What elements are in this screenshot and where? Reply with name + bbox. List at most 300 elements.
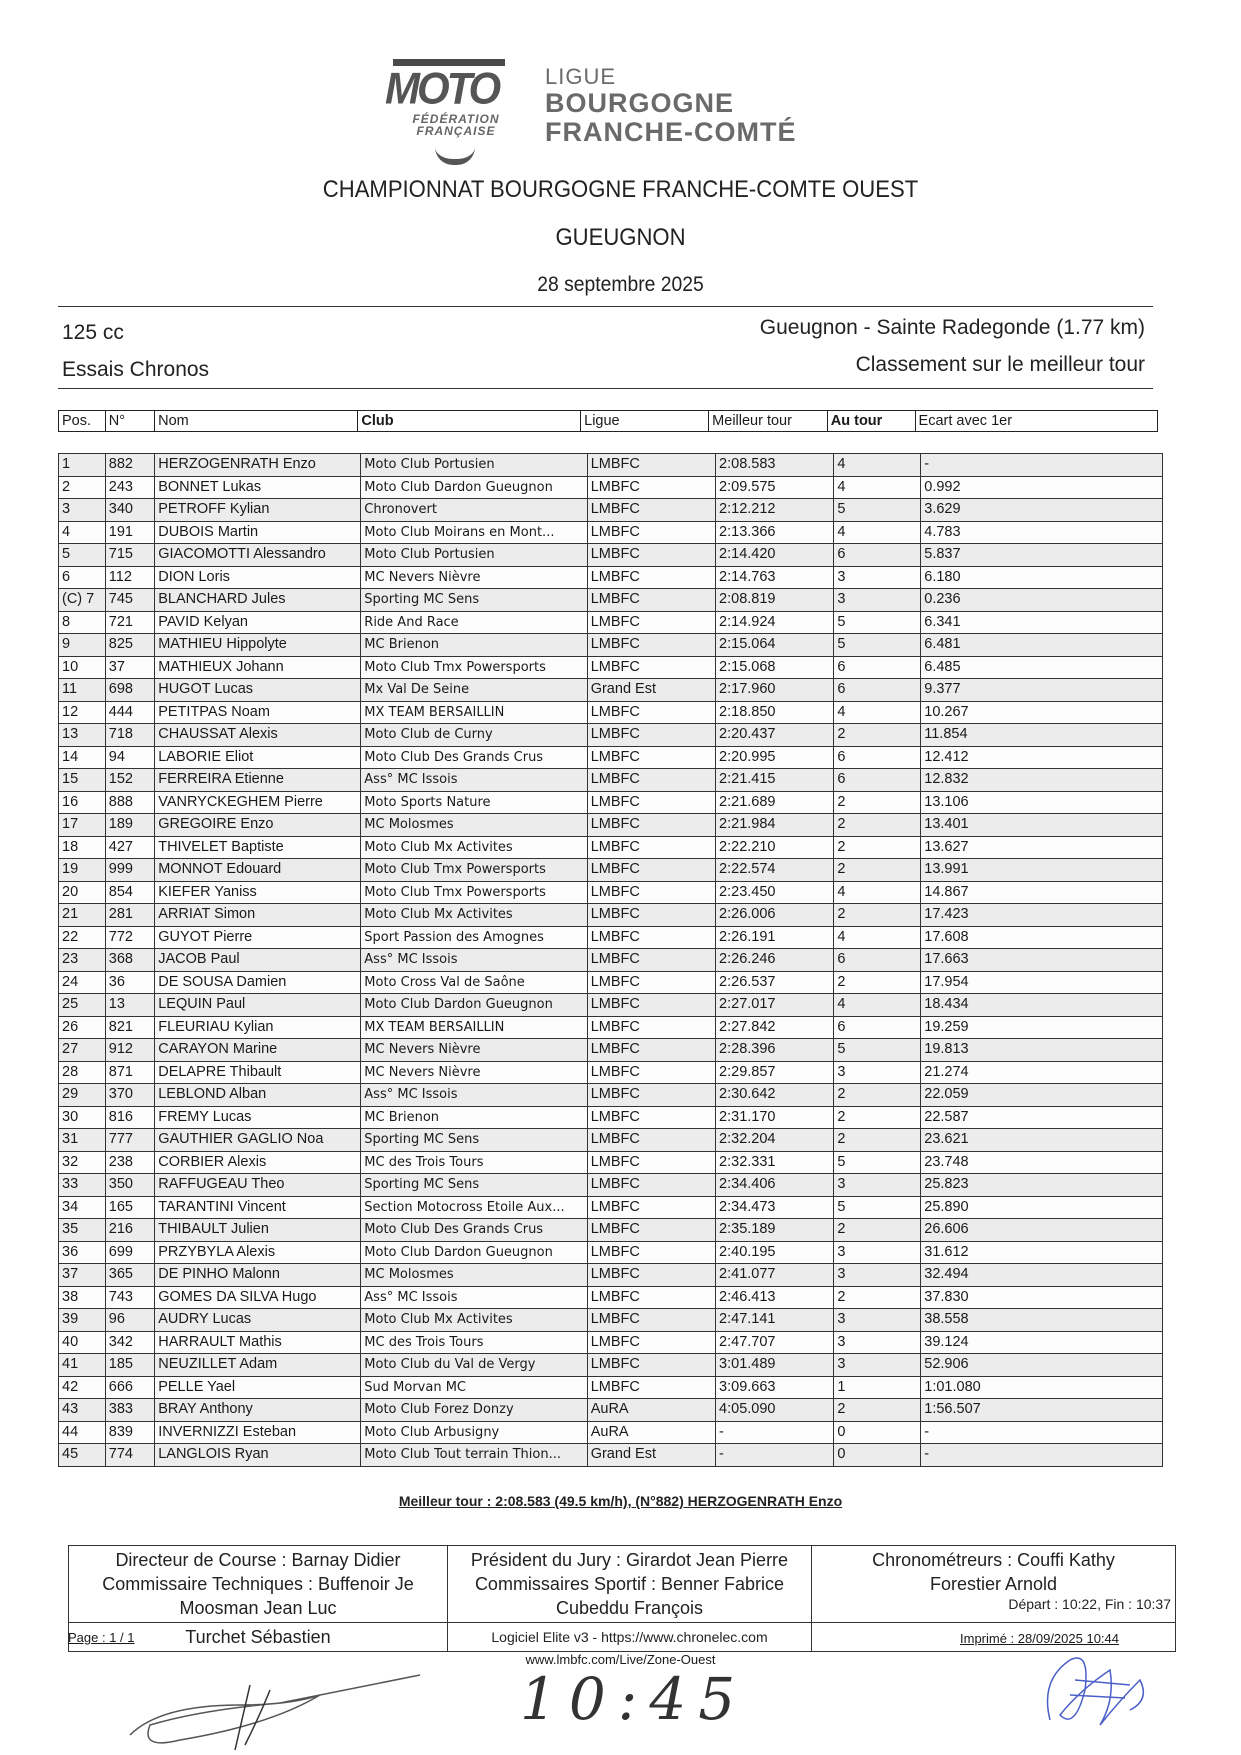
cell-club: Mx Val De Seine: [361, 679, 587, 702]
cell-name: THIBAULT Julien: [155, 1219, 361, 1242]
cell-gap: 25.823: [921, 1174, 1163, 1197]
cell-pos: 30: [59, 1106, 106, 1129]
cell-gap: 3.629: [921, 499, 1163, 522]
cell-club: Moto Club Mx Activites: [361, 836, 587, 859]
cell-name: BONNET Lukas: [155, 476, 361, 499]
cell-league: LMBFC: [587, 949, 715, 972]
cell-club: MX TEAM BERSAILLIN: [361, 1016, 587, 1039]
cell-name: PAVID Kelyan: [155, 611, 361, 634]
cell-number: 743: [105, 1286, 154, 1309]
cell-pos: 35: [59, 1219, 106, 1242]
cell-club: MX TEAM BERSAILLIN: [361, 701, 587, 724]
cell-best-lap: 2:26.006: [716, 904, 834, 927]
table-row: [59, 1331, 1163, 1354]
cell-at-lap: 2: [834, 904, 921, 927]
cell-best-lap: 3:09.663: [716, 1376, 834, 1399]
cell-name: CORBIER Alexis: [155, 1151, 361, 1174]
cell-best-lap: 2:22.574: [716, 859, 834, 882]
table-row: [59, 1196, 1163, 1219]
ligue-logo-text: LIGUE BOURGOGNE FRANCHE-COMTÉ: [545, 64, 797, 147]
cell-number: 427: [105, 836, 154, 859]
cell-league: LMBFC: [587, 1376, 715, 1399]
cell-at-lap: 4: [834, 881, 921, 904]
cell-club: Moto Club Tout terrain Thion...: [361, 1444, 587, 1467]
cell-pos: 9: [59, 634, 106, 657]
cell-name: HUGOT Lucas: [155, 679, 361, 702]
table-row: [59, 1129, 1163, 1152]
cell-club: MC Brienon: [361, 1106, 587, 1129]
cell-club: Moto Club du Val de Vergy: [361, 1354, 587, 1377]
cell-club: MC Molosmes: [361, 1264, 587, 1287]
cell-league: LMBFC: [587, 724, 715, 747]
event-date: 28 septembre 2025: [537, 273, 704, 296]
cell-pos: 24: [59, 971, 106, 994]
cell-number: 365: [105, 1264, 154, 1287]
cell-club: Section Motocross Etoile Aux...: [361, 1196, 587, 1219]
col-header-name: Nom: [155, 411, 358, 432]
cell-name: TARANTINI Vincent: [155, 1196, 361, 1219]
championship-title: CHAMPIONNAT BOURGOGNE FRANCHE-COMTE OUEST: [322, 176, 919, 203]
session-type: Essais Chronos: [62, 358, 210, 381]
table-row: [59, 769, 1163, 792]
cell-at-lap: 3: [834, 1241, 921, 1264]
table-row: [59, 1219, 1163, 1242]
cell-pos: 23: [59, 949, 106, 972]
track-info: Gueugnon - Sainte Radegonde (1.77 km): [759, 316, 1145, 339]
cell-best-lap: 2:30.642: [716, 1084, 834, 1107]
cell-pos: 44: [59, 1421, 106, 1444]
cell-pos: 4: [59, 521, 106, 544]
cell-pos: 19: [59, 859, 106, 882]
live-results-url[interactable]: www.lmbfc.com/Live/Zone-Ouest: [525, 1652, 716, 1667]
signature-left: [120, 1665, 440, 1755]
cell-pos: 2: [59, 476, 106, 499]
cell-at-lap: 0: [834, 1444, 921, 1467]
cell-at-lap: 4: [834, 476, 921, 499]
cell-best-lap: 2:17.960: [716, 679, 834, 702]
officials-race-director: Directeur de Course : Barnay Didier Commissaire Techniques : Buffenoir Je Moosman Jean Luc: [69, 1546, 448, 1623]
table-row: [59, 814, 1163, 837]
cell-best-lap: -: [716, 1444, 834, 1467]
category-label: 125 cc: [62, 321, 124, 344]
cell-name: GUYOT Pierre: [155, 926, 361, 949]
cell-gap: 9.377: [921, 679, 1163, 702]
cell-number: 825: [105, 634, 154, 657]
cell-at-lap: 6: [834, 949, 921, 972]
cell-pos: 26: [59, 1016, 106, 1039]
cell-gap: 10.267: [921, 701, 1163, 724]
cell-league: LMBFC: [587, 566, 715, 589]
cell-club: Moto Club de Curny: [361, 724, 587, 747]
cell-name: FREMY Lucas: [155, 1106, 361, 1129]
cell-number: 721: [105, 611, 154, 634]
cell-gap: 17.608: [921, 926, 1163, 949]
cell-best-lap: 3:01.489: [716, 1354, 834, 1377]
cell-gap: 4.783: [921, 521, 1163, 544]
cell-number: 189: [105, 814, 154, 837]
cell-best-lap: 2:21.689: [716, 791, 834, 814]
cell-number: 772: [105, 926, 154, 949]
cell-number: 839: [105, 1421, 154, 1444]
handwritten-time: 10:45: [520, 1665, 748, 1733]
cell-name: RAFFUGEAU Theo: [155, 1174, 361, 1197]
cell-at-lap: 6: [834, 544, 921, 567]
logo-chevron: [435, 147, 475, 165]
cell-best-lap: 2:27.842: [716, 1016, 834, 1039]
cell-number: 96: [105, 1309, 154, 1332]
cell-best-lap: 2:08.819: [716, 589, 834, 612]
logo-moto-word: MOTO: [385, 63, 499, 114]
table-row: [59, 994, 1163, 1017]
cell-at-lap: 5: [834, 1196, 921, 1219]
ranking-basis: Classement sur le meilleur tour: [855, 353, 1145, 376]
cell-at-lap: 4: [834, 701, 921, 724]
cell-league: LMBFC: [587, 926, 715, 949]
cell-number: 368: [105, 949, 154, 972]
cell-club: Ass° MC Issois: [361, 769, 587, 792]
cell-name: FERREIRA Etienne: [155, 769, 361, 792]
cell-best-lap: 2:20.437: [716, 724, 834, 747]
cell-at-lap: 6: [834, 769, 921, 792]
cell-league: LMBFC: [587, 904, 715, 927]
cell-gap: 1:01.080: [921, 1376, 1163, 1399]
cell-gap: 13.627: [921, 836, 1163, 859]
cell-best-lap: 2:28.396: [716, 1039, 834, 1062]
cell-gap: 1:56.507: [921, 1399, 1163, 1422]
cell-number: 871: [105, 1061, 154, 1084]
cell-name: PETROFF Kylian: [155, 499, 361, 522]
cell-name: HERZOGENRATH Enzo: [155, 454, 361, 477]
cell-number: 854: [105, 881, 154, 904]
cell-league: LMBFC: [587, 476, 715, 499]
cell-at-lap: 1: [834, 1376, 921, 1399]
cell-club: Moto Club Dardon Gueugnon: [361, 1241, 587, 1264]
event-location: GUEUGNON: [555, 224, 686, 251]
cell-name: CHAUSSAT Alexis: [155, 724, 361, 747]
cell-name: DION Loris: [155, 566, 361, 589]
officials-jury: Président du Jury : Girardot Jean Pierre Commissaires Sportif : Benner Fabrice Cubeddu François: [448, 1546, 812, 1623]
cell-pos: 22: [59, 926, 106, 949]
cell-best-lap: -: [716, 1421, 834, 1444]
table-row: [59, 634, 1163, 657]
cell-number: 816: [105, 1106, 154, 1129]
cell-pos: 34: [59, 1196, 106, 1219]
cell-number: 370: [105, 1084, 154, 1107]
cell-number: 36: [105, 971, 154, 994]
cell-pos: 41: [59, 1354, 106, 1377]
cell-name: KIEFER Yaniss: [155, 881, 361, 904]
cell-best-lap: 2:27.017: [716, 994, 834, 1017]
cell-name: CARAYON Marine: [155, 1039, 361, 1062]
cell-number: 13: [105, 994, 154, 1017]
table-row: [59, 1174, 1163, 1197]
cell-league: LMBFC: [587, 859, 715, 882]
table-row: [59, 611, 1163, 634]
cell-league: LMBFC: [587, 611, 715, 634]
cell-league: LMBFC: [587, 1061, 715, 1084]
cell-club: Moto Club Dardon Gueugnon: [361, 994, 587, 1017]
cell-club: Sud Morvan MC: [361, 1376, 587, 1399]
cell-pos: 11: [59, 679, 106, 702]
cell-best-lap: 2:26.537: [716, 971, 834, 994]
cell-gap: 13.401: [921, 814, 1163, 837]
cell-club: MC Nevers Nièvre: [361, 1061, 587, 1084]
cell-name: DUBOIS Martin: [155, 521, 361, 544]
cell-pos: 5: [59, 544, 106, 567]
cell-pos: 16: [59, 791, 106, 814]
cell-name: THIVELET Baptiste: [155, 836, 361, 859]
cell-name: DE PINHO Malonn: [155, 1264, 361, 1287]
software-credit: Logiciel Elite v3 - https://www.chronelec.com: [448, 1623, 812, 1652]
table-row: [59, 1421, 1163, 1444]
cell-gap: 13.991: [921, 859, 1163, 882]
cell-at-lap: 0: [834, 1421, 921, 1444]
cell-number: 238: [105, 1151, 154, 1174]
cell-name: PRZYBYLA Alexis: [155, 1241, 361, 1264]
cell-gap: 17.423: [921, 904, 1163, 927]
cell-league: Grand Est: [587, 679, 715, 702]
cell-club: MC Molosmes: [361, 814, 587, 837]
cell-league: LMBFC: [587, 1196, 715, 1219]
table-row: [59, 544, 1163, 567]
table-row: [59, 881, 1163, 904]
table-row: [59, 926, 1163, 949]
cell-name: PELLE Yael: [155, 1376, 361, 1399]
signature-right: [1030, 1640, 1170, 1740]
cell-pos: 42: [59, 1376, 106, 1399]
cell-at-lap: 2: [834, 836, 921, 859]
table-row: [59, 1264, 1163, 1287]
cell-best-lap: 2:21.984: [716, 814, 834, 837]
cell-pos: 14: [59, 746, 106, 769]
cell-best-lap: 2:35.189: [716, 1219, 834, 1242]
best-lap-summary: Meilleur tour : 2:08.583 (49.5 km/h), (N°882) HERZOGENRATH Enzo: [398, 1493, 843, 1509]
cell-name: DE SOUSA Damien: [155, 971, 361, 994]
table-row: [59, 656, 1163, 679]
cell-at-lap: 3: [834, 1331, 921, 1354]
cell-club: Ass° MC Issois: [361, 949, 587, 972]
cell-pos: 20: [59, 881, 106, 904]
cell-gap: 5.837: [921, 544, 1163, 567]
cell-club: Moto Club Tmx Powersports: [361, 656, 587, 679]
cell-number: 699: [105, 1241, 154, 1264]
cell-at-lap: 2: [834, 1219, 921, 1242]
cell-gap: 6.481: [921, 634, 1163, 657]
cell-league: LMBFC: [587, 1241, 715, 1264]
cell-name: MONNOT Edouard: [155, 859, 361, 882]
cell-best-lap: 2:47.707: [716, 1331, 834, 1354]
cell-at-lap: 2: [834, 791, 921, 814]
results-table-header: [58, 410, 1158, 432]
cell-number: 888: [105, 791, 154, 814]
cell-number: 216: [105, 1219, 154, 1242]
cell-name: LEQUIN Paul: [155, 994, 361, 1017]
cell-best-lap: 2:41.077: [716, 1264, 834, 1287]
cell-best-lap: 2:34.406: [716, 1174, 834, 1197]
cell-at-lap: 3: [834, 1061, 921, 1084]
cell-gap: 31.612: [921, 1241, 1163, 1264]
table-row: [59, 1241, 1163, 1264]
cell-club: Ass° MC Issois: [361, 1084, 587, 1107]
officials-tech-extra: Turchet Sébastien: [69, 1623, 448, 1652]
cell-club: Moto Sports Nature: [361, 791, 587, 814]
cell-league: LMBFC: [587, 1264, 715, 1287]
cell-gap: -: [921, 1444, 1163, 1467]
cell-league: LMBFC: [587, 1174, 715, 1197]
cell-name: JACOB Paul: [155, 949, 361, 972]
cell-club: Moto Club Portusien: [361, 454, 587, 477]
cell-at-lap: 2: [834, 1399, 921, 1422]
table-row: [59, 521, 1163, 544]
cell-league: LMBFC: [587, 656, 715, 679]
table-row: [59, 566, 1163, 589]
cell-at-lap: 3: [834, 1354, 921, 1377]
cell-number: 912: [105, 1039, 154, 1062]
cell-best-lap: 2:23.450: [716, 881, 834, 904]
cell-best-lap: 2:09.575: [716, 476, 834, 499]
cell-club: Moto Club Moirans en Mont...: [361, 521, 587, 544]
cell-club: Moto Club Arbusigny: [361, 1421, 587, 1444]
cell-name: HARRAULT Mathis: [155, 1331, 361, 1354]
cell-best-lap: 2:47.141: [716, 1309, 834, 1332]
cell-gap: 23.621: [921, 1129, 1163, 1152]
cell-at-lap: 4: [834, 994, 921, 1017]
cell-gap: 13.106: [921, 791, 1163, 814]
cell-club: MC Nevers Nièvre: [361, 566, 587, 589]
cell-gap: 0.236: [921, 589, 1163, 612]
table-row: [59, 679, 1163, 702]
cell-at-lap: 2: [834, 814, 921, 837]
cell-name: BRAY Anthony: [155, 1399, 361, 1422]
cell-league: LMBFC: [587, 1039, 715, 1062]
cell-gap: 52.906: [921, 1354, 1163, 1377]
cell-best-lap: 2:46.413: [716, 1286, 834, 1309]
table-row: [59, 1039, 1163, 1062]
table-row: [59, 499, 1163, 522]
cell-club: Sport Passion des Amognes: [361, 926, 587, 949]
cell-gap: -: [921, 454, 1163, 477]
cell-best-lap: 2:26.246: [716, 949, 834, 972]
cell-club: Ass° MC Issois: [361, 1286, 587, 1309]
cell-best-lap: 2:15.064: [716, 634, 834, 657]
table-row: [59, 1016, 1163, 1039]
table-row: [59, 836, 1163, 859]
cell-gap: 6.485: [921, 656, 1163, 679]
cell-club: Sporting MC Sens: [361, 589, 587, 612]
cell-league: LMBFC: [587, 634, 715, 657]
cell-league: LMBFC: [587, 521, 715, 544]
cell-club: Ride And Race: [361, 611, 587, 634]
cell-number: 383: [105, 1399, 154, 1422]
table-row: [59, 1354, 1163, 1377]
cell-club: Moto Club Dardon Gueugnon: [361, 476, 587, 499]
cell-pos: 32: [59, 1151, 106, 1174]
cell-number: 185: [105, 1354, 154, 1377]
cell-at-lap: 2: [834, 1106, 921, 1129]
cell-league: LMBFC: [587, 589, 715, 612]
cell-gap: 17.663: [921, 949, 1163, 972]
printed-timestamp: Imprimé : 28/09/2025 10:44: [960, 1631, 1119, 1646]
cell-name: PETITPAS Noam: [155, 701, 361, 724]
cell-league: LMBFC: [587, 994, 715, 1017]
col-header-best-lap: Meilleur tour: [709, 411, 828, 432]
cell-league: LMBFC: [587, 454, 715, 477]
cell-gap: 32.494: [921, 1264, 1163, 1287]
cell-at-lap: 5: [834, 611, 921, 634]
cell-number: 243: [105, 476, 154, 499]
cell-at-lap: 2: [834, 1084, 921, 1107]
cell-gap: 19.813: [921, 1039, 1163, 1062]
cell-name: ARRIAT Simon: [155, 904, 361, 927]
cell-at-lap: 3: [834, 1174, 921, 1197]
cell-at-lap: 4: [834, 926, 921, 949]
cell-pos: 1: [59, 454, 106, 477]
table-row: [59, 746, 1163, 769]
cell-league: LMBFC: [587, 1309, 715, 1332]
cell-league: LMBFC: [587, 814, 715, 837]
cell-league: LMBFC: [587, 791, 715, 814]
cell-at-lap: 2: [834, 1286, 921, 1309]
cell-at-lap: 6: [834, 1016, 921, 1039]
cell-pos: 38: [59, 1286, 106, 1309]
cell-name: GOMES DA SILVA Hugo: [155, 1286, 361, 1309]
cell-best-lap: 2:26.191: [716, 926, 834, 949]
cell-club: MC Brienon: [361, 634, 587, 657]
cell-name: LABORIE Eliot: [155, 746, 361, 769]
cell-at-lap: 3: [834, 1264, 921, 1287]
cell-league: LMBFC: [587, 1286, 715, 1309]
cell-best-lap: 2:12.212: [716, 499, 834, 522]
cell-pos: 43: [59, 1399, 106, 1422]
table-row: [59, 724, 1163, 747]
cell-name: INVERNIZZI Esteban: [155, 1421, 361, 1444]
cell-name: GAUTHIER GAGLIO Noa: [155, 1129, 361, 1152]
divider-bottom: [58, 388, 1153, 389]
cell-number: 666: [105, 1376, 154, 1399]
cell-at-lap: 4: [834, 521, 921, 544]
officials-timekeepers: Chronométreurs : Couffi Kathy Forestier Arnold Départ : 10:22, Fin : 10:37: [812, 1546, 1176, 1623]
cell-best-lap: 2:13.366: [716, 521, 834, 544]
cell-gap: 14.867: [921, 881, 1163, 904]
table-row: [59, 1106, 1163, 1129]
cell-number: 94: [105, 746, 154, 769]
cell-at-lap: 5: [834, 634, 921, 657]
cell-at-lap: 2: [834, 1129, 921, 1152]
cell-club: Sporting MC Sens: [361, 1129, 587, 1152]
cell-league: LMBFC: [587, 1219, 715, 1242]
cell-pos: 28: [59, 1061, 106, 1084]
federation-logo: [385, 55, 835, 165]
cell-name: GIACOMOTTI Alessandro: [155, 544, 361, 567]
cell-best-lap: 2:32.331: [716, 1151, 834, 1174]
cell-gap: 38.558: [921, 1309, 1163, 1332]
cell-gap: -: [921, 1421, 1163, 1444]
cell-league: AuRA: [587, 1421, 715, 1444]
cell-league: LMBFC: [587, 544, 715, 567]
cell-pos: 36: [59, 1241, 106, 1264]
cell-gap: 6.341: [921, 611, 1163, 634]
cell-best-lap: 2:18.850: [716, 701, 834, 724]
cell-pos: 15: [59, 769, 106, 792]
cell-name: GREGOIRE Enzo: [155, 814, 361, 837]
table-row: [59, 791, 1163, 814]
cell-name: FLEURIAU Kylian: [155, 1016, 361, 1039]
cell-at-lap: 5: [834, 1039, 921, 1062]
cell-best-lap: 2:34.473: [716, 1196, 834, 1219]
cell-best-lap: 2:40.195: [716, 1241, 834, 1264]
table-row: [59, 1084, 1163, 1107]
cell-pos: 29: [59, 1084, 106, 1107]
